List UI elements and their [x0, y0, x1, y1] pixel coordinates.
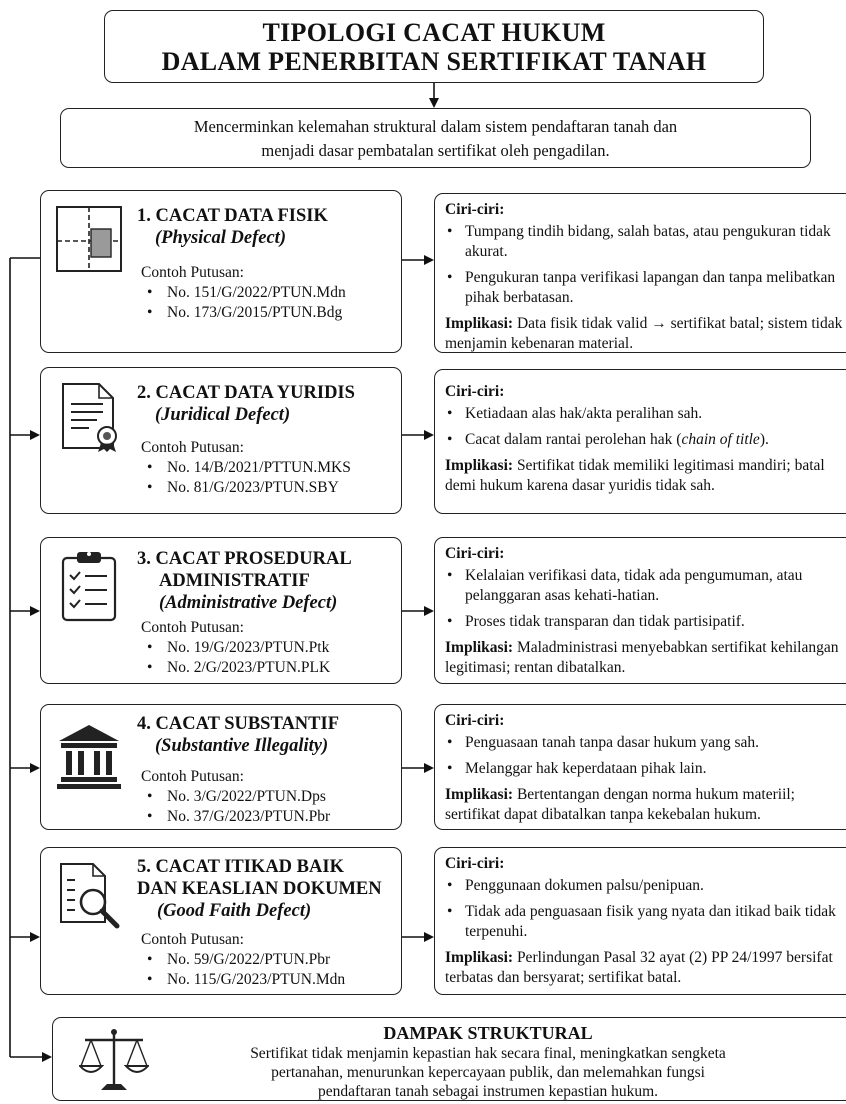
ciri-item: • Kelalaian verifikasi data, tidak ada pengumuman, atau pelanggaran asas kehati-hatian.	[445, 566, 843, 606]
case-examples: Contoh Putusan: • No. 151/G/2022/PTUN.Mdn • No. 173/G/2015/PTUN.Bdg	[147, 263, 346, 323]
case-examples: Contoh Putusan: • No. 59/G/2022/PTUN.Pbr • No. 115/G/2023/PTUN.Mdn	[147, 930, 345, 990]
card-administrative-ciri: Ciri-ciri: • Kelalaian verifikasi data, tidak ada pengumuman, atau pelanggaran asas kehati-hatian. • Proses tidak transparan dan tidak partisipatif. Implikasi: Maladministrasi menyebabkan sertifikat kehilangan legitimasi; rentan dibatalkan.	[434, 537, 846, 684]
certificate-icon	[53, 380, 125, 452]
structural-impact-box	[52, 1017, 846, 1101]
implication: Implikasi: Sertifikat tidak memiliki legitimasi mandiri; batal demi hukum karena dasar yuridis tidak sah.	[445, 457, 825, 494]
impact-title: DAMPAK STRUKTURAL	[383, 1023, 593, 1043]
case-item: • No. 173/G/2015/PTUN.Bdg	[147, 303, 346, 323]
ciri-item: • Cacat dalam rantai perolehan hak (chain of title).	[445, 430, 843, 450]
card-title: 1. CACAT DATA FISIK (Physical Defect)	[137, 206, 328, 248]
case-examples: Contoh Putusan: • No. 19/G/2023/PTUN.Ptk • No. 2/G/2023/PTUN.PLK	[147, 618, 330, 678]
card-juridical-ciri: Ciri-ciri: • Ketiadaan alas hak/akta peralihan sah. • Cacat dalam rantai perolehan hak (chain of title). Implikasi: Sertifikat tidak memiliki legitimasi mandiri; batal demi hukum karena dasar yuridis tidak sah.	[434, 369, 846, 514]
card-substantive-ciri: Ciri-ciri: • Penguasaan tanah tanpa dasar hukum yang sah. • Melanggar hak keperdataan pihak lain. Implikasi: Bertentangan dengan norma hukum materiil; sertifikat dapat dibatalkan tanpa kekebalan hukum.	[434, 704, 846, 830]
title-line-2: DALAM PENERBITAN SERTIFIKAT TANAH	[161, 47, 707, 76]
case-item: • No. 14/B/2021/PTTUN.MKS	[147, 458, 351, 478]
ciri-item: • Tumpang tindih bidang, salah batas, atau pengukuran tidak akurat.	[445, 222, 843, 262]
card-title: 3. CACAT PROSEDURAL ADMINISTRATIF (Administrative Defect)	[137, 549, 352, 613]
card-juridical-defect	[40, 367, 402, 514]
document-search-icon	[53, 860, 125, 932]
case-item: • No. 2/G/2023/PTUN.PLK	[147, 658, 330, 678]
implication: Implikasi: Bertentangan dengan norma hukum materiil; sertifikat dapat dibatalkan tanpa kekebalan hukum.	[445, 786, 795, 823]
ciri-item: • Penguasaan tanah tanpa dasar hukum yang sah.	[445, 733, 843, 753]
ciri-item: • Proses tidak transparan dan tidak partisipatif.	[445, 612, 843, 632]
card-title: 2. CACAT DATA YURIDIS (Juridical Defect)	[137, 383, 355, 425]
ciri-item: • Melanggar hak keperdataan pihak lain.	[445, 759, 843, 779]
case-item: • No. 59/G/2022/PTUN.Pbr	[147, 950, 345, 970]
case-item: • No. 81/G/2023/PTUN.SBY	[147, 478, 351, 498]
impact-line-1: Sertifikat tidak menjamin kepastian hak secara final, meningkatkan sengketa	[250, 1045, 726, 1062]
impact-line-3: pendaftaran tanah sebagai instrumen kepastian hukum.	[317, 1083, 659, 1100]
ciri-item: • Penggunaan dokumen palsu/penipuan.	[445, 876, 843, 896]
card-administrative-defect	[40, 537, 402, 684]
card-substantive-defect	[40, 704, 402, 830]
title-line-1: TIPOLOGI CACAT HUKUM	[262, 18, 606, 47]
card-title: 4. CACAT SUBSTANTIF (Substantive Illegality)	[137, 714, 340, 756]
case-item: • No. 115/G/2023/PTUN.Mdn	[147, 970, 345, 990]
title-box	[104, 10, 764, 83]
implication: Implikasi: Maladministrasi menyebabkan sertifikat kehilangan legitimasi; rentan dibatalkan.	[445, 639, 839, 676]
card-physical-defect	[40, 190, 402, 353]
card-title: 5. CACAT ITIKAD BAIK DAN KEASLIAN DOKUMEN (Good Faith Defect)	[137, 857, 382, 921]
map-plot-icon	[53, 203, 125, 275]
ciri-item: • Ketiadaan alas hak/akta peralihan sah.	[445, 404, 843, 424]
case-item: • No. 19/G/2023/PTUN.Ptk	[147, 638, 330, 658]
card-good-faith-defect	[40, 847, 402, 995]
scales-icon	[79, 1026, 149, 1092]
subtitle-line-1: Mencerminkan kelemahan struktural dalam sistem pendaftaran tanah dan	[193, 117, 678, 136]
clipboard-checklist-icon	[53, 550, 125, 622]
case-item: • No. 37/G/2023/PTUN.Pbr	[147, 807, 330, 827]
ciri-item: • Tidak ada penguasaan fisik yang nyata dan itikad baik tidak terpenuhi.	[445, 902, 843, 942]
implication: Implikasi: Perlindungan Pasal 32 ayat (2) PP 24/1997 bersifat terbatas dan bersyarat; sertifikat batal.	[445, 949, 833, 986]
ciri-item: • Pengukuran tanpa verifikasi lapangan dan tanpa melibatkan pihak berbatasan.	[445, 268, 843, 308]
subtitle-line-2: menjadi dasar pembatalan sertifikat oleh pengadilan.	[261, 141, 610, 160]
courthouse-icon	[53, 719, 125, 791]
implication: Implikasi: Data fisik tidak valid → sertifikat batal; sistem tidak menjamin kebenaran material.	[445, 315, 843, 352]
case-examples: Contoh Putusan: • No. 3/G/2022/PTUN.Dps • No. 37/G/2023/PTUN.Pbr	[147, 767, 330, 827]
card-physical-ciri: Ciri-ciri: • Tumpang tindih bidang, salah batas, atau pengukuran tidak akurat. • Pengukuran tanpa verifikasi lapangan dan tanpa melibatkan pihak berbatasan. Implikasi: Data fisik tidak valid → sertifikat batal; sistem tidak menjamin kebenaran material.	[434, 193, 846, 353]
case-item: • No. 3/G/2022/PTUN.Dps	[147, 787, 330, 807]
impact-line-2: pertanahan, menurunkan kepercayaan publik, dan melemahkan fungsi	[271, 1064, 705, 1081]
case-item: • No. 151/G/2022/PTUN.Mdn	[147, 283, 346, 303]
subtitle-box	[60, 108, 811, 168]
card-good-faith-ciri: Ciri-ciri: • Penggunaan dokumen palsu/penipuan. • Tidak ada penguasaan fisik yang nyata dan itikad baik tidak terpenuhi. Implikasi: Perlindungan Pasal 32 ayat (2) PP 24/1997 bersifat terbatas dan bersyarat; sertifikat batal.	[434, 847, 846, 995]
case-examples: Contoh Putusan: • No. 14/B/2021/PTTUN.MKS • No. 81/G/2023/PTUN.SBY	[147, 438, 351, 498]
